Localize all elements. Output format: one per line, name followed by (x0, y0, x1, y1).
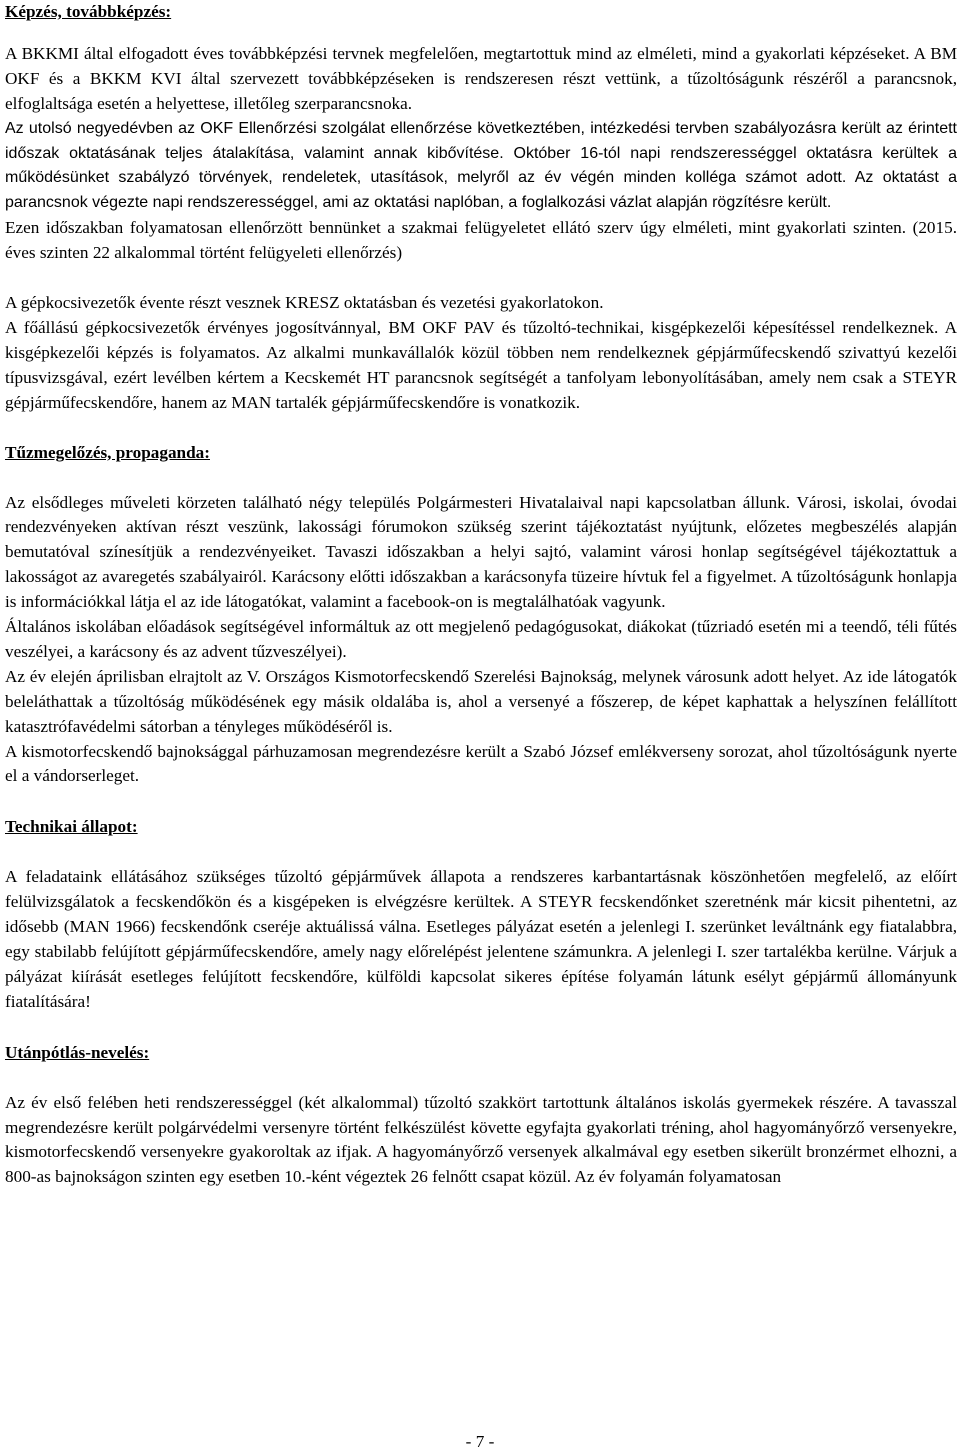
paragraph: A kismotorfecskendő bajnoksággal párhuzamosan megrendezésre került a Szabó József emlékverseny sorozat, ahol tűzoltóságunk nyerte el a vándorserleget. (5, 741, 957, 786)
paragraph: Az utolsó negyedévben az OKF Ellenőrzési szolgálat ellenőrzése következtében, intézkedési tervben szabályozásra került az érintett időszak oktatásának teljes átalakítása, valamint annak kibővítése. Október 16-tól napi rendszerességgel oktatásra kerültek a működésünket szabályzó törvények, rendeletek, utasítások, melyről az év végén minden kolléga számot adott. Az oktatást a parancsnok végezte napi rendszerességgel, ami az oktatási naplóban, a foglalkozási vázlat alapján rögzítésre került. (5, 119, 957, 212)
paragraph: A BKKMI által elfogadott éves továbbképzési tervnek megfelelően, megtartottuk mind az elméleti, mind a gyakorlati képzéseket. A BM OKF és a BKKM KVI által szervezett továbbképzéseken is rendszeresen részt vettünk, a tűzoltóságunk részéről a parancsnok, elfoglaltsága esetén a helyettese, illetőleg szerparancsnoka. (5, 43, 957, 113)
paragraph: Általános iskolában előadások segítségével informáltuk az ott megjelenő pedagógusokat, diákokat (tűzriadó esetén mi a teendő, téli fűtés veszélyei, a karácsony és az advent tűzveszélyei). (5, 617, 957, 661)
paragraph: Ezen időszakban folyamatosan ellenőrzött bennünket a szakmai felügyeletet ellátó szerv úgy elméleti, mint gyakorlati szinten. (2015. éves szinten 22 alkalommal történt felügyeleti ellenőrzés) (5, 218, 957, 263)
section-title-fire-prevention: Tűzmegelőzés, propaganda: (5, 442, 210, 462)
section-title-technical-condition: Technikai állapot: (5, 817, 138, 837)
page-number: - 7 - (465, 1432, 495, 1451)
paragraph: Az év elején áprilisban elrajtolt az V. Országos Kismotorfecskendő Szerelési Bajnokság, melynek városunk adott helyet. Az ide látogatók beleláthattak a tűzoltóság működésének egy másik oldalába is, ahol a versenyé a főszerep, de képet kaphattak a helyszínen felállított katasztrófavédelmi sátorban a tényleges működéséről is. (5, 666, 957, 736)
paragraph: Az év első felében heti rendszerességgel (két alkalommal) tűzoltó szakkört tartottunk általános iskolás gyermekek részére. A tavasszal megrendezésre került polgárvédelmi versenyre történt felkészülést követte egyfajta gyakorlati tréning, ahol hagyományőrző versenyekre, kismotorfecskendő versenyekre gyakoroltak az ifjak. A hagyományőrző versenyek alkalmával egy esetben sikerült bronzérmet elhozni, a 800-as bajnokságon szinten egy esetben 10.-ként végeztek 26 felnőtt csapat közül. Az év folyamán folyamatosan (5, 1092, 957, 1187)
section-title-youth-training: Utánpótlás-nevelés: (5, 1042, 150, 1062)
paragraph: A gépkocsivezetők évente részt vesznek KRESZ oktatásban és vezetési gyakorlatokon. (5, 293, 604, 313)
paragraph: Az elsődleges műveleti körzeten található négy település Polgármesteri Hivatalaival napi kapcsolatban állunk. Városi, iskolai, óvodai rendezvényeken aktívan részt veszünk, lakossági fórumokon szükség szerint tájékoztatást nyújtunk, előzetes megbeszélés alapján bemutatóval színesítjük a rendezvényeiket. Tavaszi időszakban a helyi sajtó, valamint városi honlap segítségével tájékoztattuk a lakosságot az avaregetés szabályairól. Karácsony előtti időszakban a karácsonyfa tüzeire hívtuk fel a figyelmet. A tűzoltóságunk honlapja is információkkal látja el az ide látogatókat, valamint a facebook-on is megtalálhatóak vagyunk. (5, 492, 957, 612)
paragraph: A feladataink ellátásához szükséges tűzoltó gépjárművek állapota a rendszeres karbantartásnak köszönhetően megfelelő, az előírt felülvizsgálatok a fecskendőkön és a kisgépeken is elvégzésre kerültek. A STEYR fecskendőnket szeretnénk már kicsit pihentetni, az idősebb (MAN 1966) fecskendőnk cseréje aktuálissá válna. Esetleges pályázat esetén a jelenlegi I. szerünket leváltnánk egy fiatalabbra, egy stabilabb felújított gépjárműfecskendőre, amely nagy előrelépést jelentene számunkra. A jelenlegi I. szer tartalékba kerülne. Várjuk a pályázat kiírását esetleges felújított fecskendőre, külföldi kapcsolat sikeres építése folyamán látunk esélyt gépjármű állományunk fiatalítására! (5, 867, 957, 1011)
paragraph: A főállású gépkocsivezetők érvényes jogosítvánnyal, BM OKF PAV és tűzoltó-technikai, kisgépkezelői képesítéssel rendelkeznek. A kisgépkezelői képzés is folyamatos. Az alkalmi munkavállalók közül többen nem rendelkeznek gépjárműfecskendő szivattyú kezelői típusvizsgával, ezért levélben kértem a Kecskemét HT parancsnok segítségét a tanfolyam lebonyolításában, amely nem csak a STEYR gépjárműfecskendőre, hanem az MAN tartalék gépjárműfecskendőre is vonatkozik. (5, 317, 957, 412)
section-title-training: Képzés, továbbképzés: (5, 2, 172, 21)
